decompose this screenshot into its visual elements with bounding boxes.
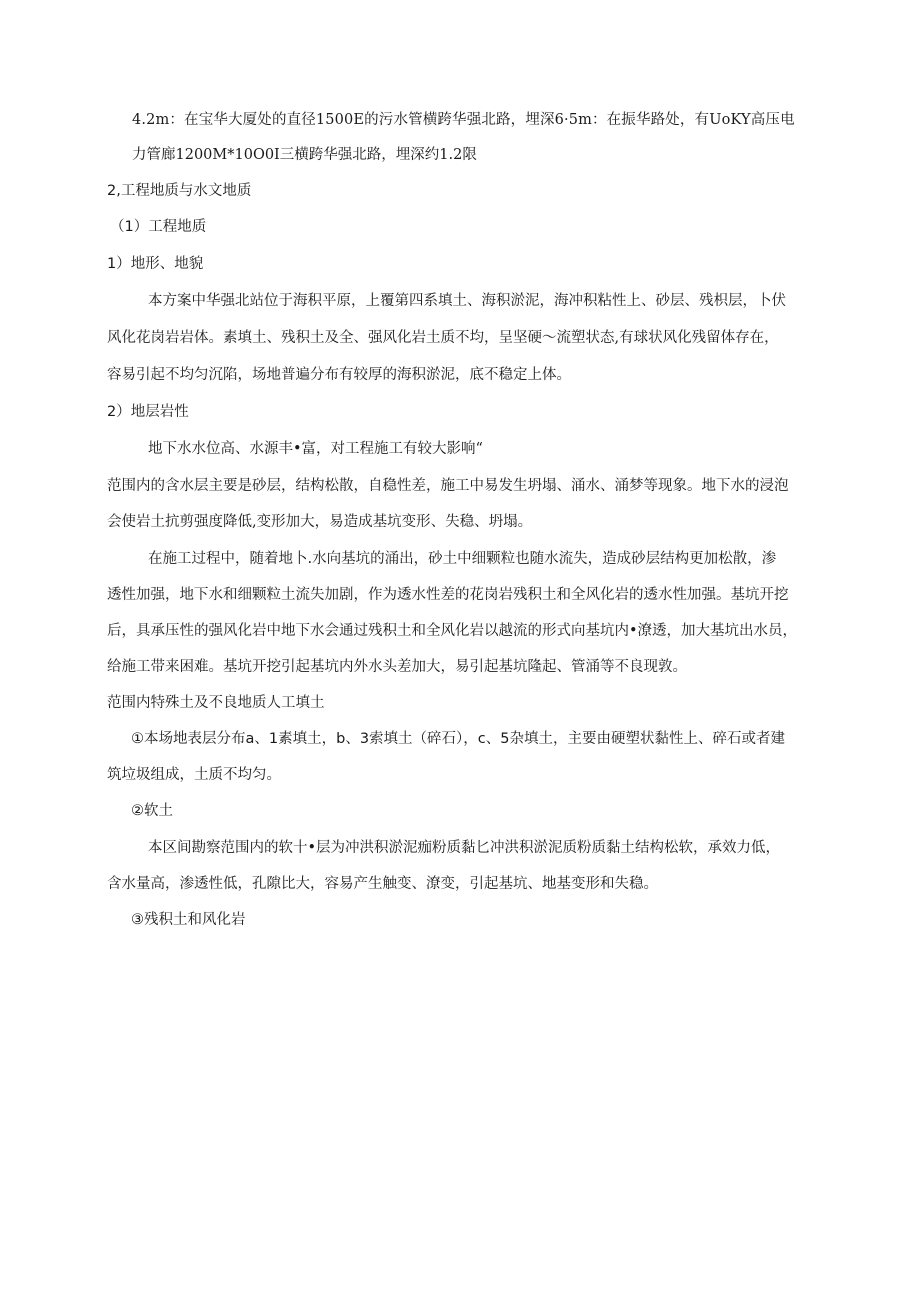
paragraph-line: 风化花岗岩岩体。素填土、残积土及全、强风化岩土质不均，呈坚硬～流塑状态,有球状风化残留体存在，: [107, 330, 779, 346]
list-item: ③残积土和风化岩: [131, 912, 246, 928]
paragraph-line: 容易引起不均匀沉陷，场地普遍分布有较厚的海积淤泥，底不稳定上体。: [107, 367, 571, 383]
text-line: 力管廊1200M*10O0I三横跨华强北路，埋深约1.2限: [132, 147, 477, 163]
text-line: 4.2m：在宝华大厦处的直径1500E的污水管横跨华强北路，埋深6·5m：在振华路处，有UoKY高压电: [132, 112, 795, 128]
paragraph-line: 本区间勘察范围内的软十•层为冲洪积淤泥痂粉质黏匕冲洪积淤泥质粉质黏土结构松软，承效力低，: [148, 840, 781, 856]
subsection-heading: 范围内特殊土及不良地质人工填土: [107, 695, 325, 711]
paragraph-line: 含水量高，渗透性低，孔隙比大，容易产生触变、潦变，引起基坑、地基变形和失稳。: [107, 876, 658, 892]
paragraph-line: 筑垃圾组成，土质不均匀。: [107, 767, 281, 783]
paragraph-line: 地下水水位高、水源丰•富，对工程施工有较大影响“: [148, 441, 483, 457]
paragraph-line: 范围内的含水层主要是砂层，结构松散，自稳性差，施工中易发生坍塌、涌水、涌梦等现象。地下水的浸泡: [107, 478, 789, 494]
subsection-heading: 1）地形、地貌: [107, 256, 204, 272]
paragraph-line: 会使岩土抗剪强度降低,变形加大，易造成基坑变形、失稳、坍塌。: [107, 514, 533, 530]
list-item: ②软土: [131, 803, 173, 819]
paragraph-line: 本方案中华强北站位于海积平原，上覆第四系填土、海积淤泥，海冲积粘性上、砂层、残枳层，卜伏: [148, 293, 786, 309]
paragraph-line: 在施工过程中，随着地卜.水向基坑的涌出，砂土中细颗粒也随水流失，造成砂层结构更加松散，渗: [148, 551, 777, 567]
subsection-heading: （1）工程地质: [110, 219, 207, 235]
section-heading: 2,工程地质与水文地质: [107, 183, 252, 199]
subsection-heading: 2）地层岩性: [107, 404, 189, 420]
paragraph-line: 给施工带来困难。基坑开挖引起基坑内外水头差加大，易引起基坑隆起、管涌等不良现敦。: [107, 659, 687, 675]
list-item: ①本场地表层分布a、1素填土，b、3索填土（碎石），c、5杂填土，主要由硬塑状黏性上、碎石或者建: [131, 731, 785, 747]
paragraph-line: 透性加强，地下水和细颗粒土流失加剧，作为透水性差的花岗岩残积土和全风化岩的透水性加强。基坑开挖: [107, 587, 789, 603]
paragraph-line: 后，具承压性的强风化岩中地下水会通过残积土和全风化岩以越流的形式向基坑内•潦透，加大基坑出水员，: [107, 623, 798, 639]
